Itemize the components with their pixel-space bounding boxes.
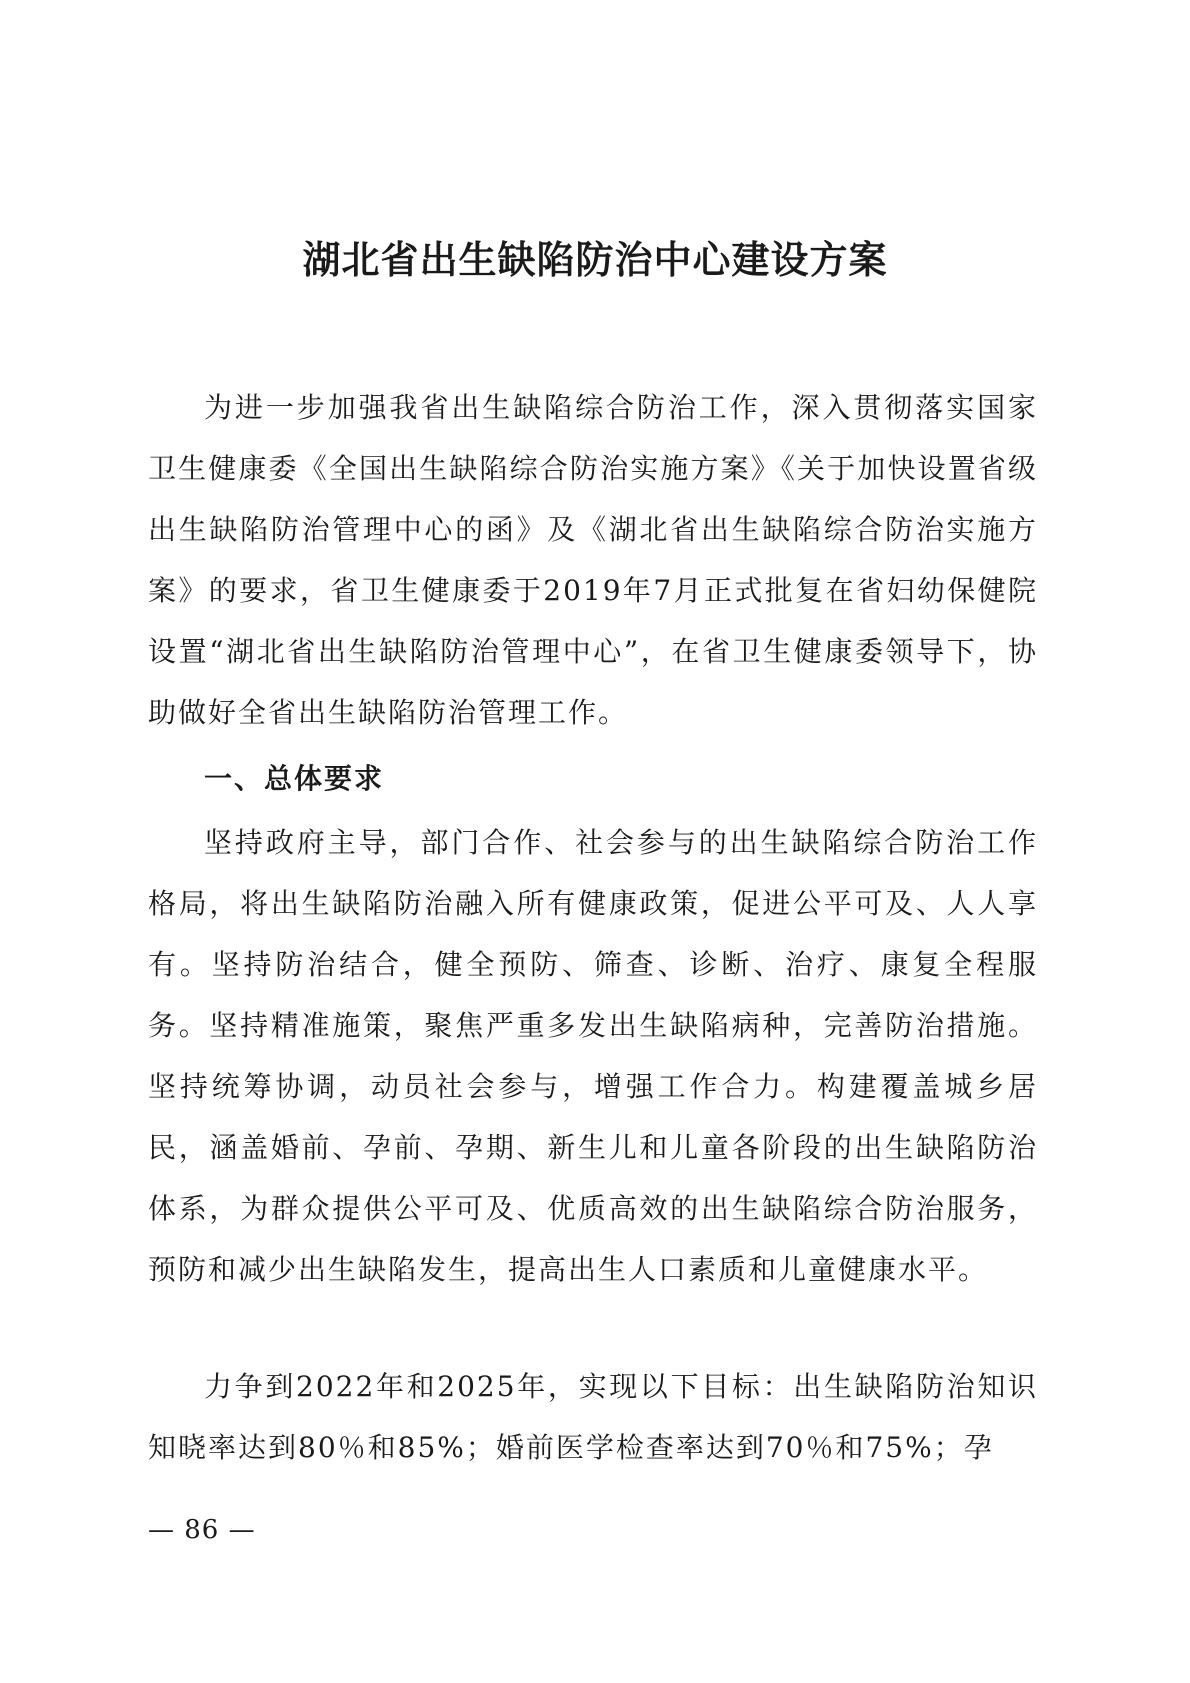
section-heading: 一、总体要求: [204, 762, 385, 795]
paragraph-targets: 力争到2022年和2025年，实现以下目标：出生缺陷防治知识知晓率达到80％和85%；婚前医学检查率达到70％和75%；孕: [148, 1370, 1038, 1464]
paragraph-intro: 为进一步加强我省出生缺陷综合防治工作，深入贯彻落实国家卫生健康委《全国出生缺陷综合防治实施方案》《关于加快设置省级出生缺陷防治管理中心的函》及《湖北省出生缺陷综合防治实施方案》的要求，省卫生健康委于2019年7月正式批复在省妇幼保健院设置“湖北省出生缺陷防治管理中心”，在省卫生健康委领导下，协助做好全省出生缺陷防治管理工作。: [148, 391, 1038, 729]
document-title: 湖北省出生缺陷防治中心建设方案: [302, 237, 888, 282]
paragraph-requirements: 坚持政府主导，部门合作、社会参与的出生缺陷综合防治工作格局，将出生缺陷防治融入所有健康政策，促进公平可及、人人享有。坚持防治结合，健全预防、筛查、诊断、治疗、康复全程服务。坚持精准施策，聚焦严重多发出生缺陷病种，完善防治措施。坚持统筹协调，动员社会参与，增强工作合力。构建覆盖城乡居民，涵盖婚前、孕前、孕期、新生儿和儿童各阶段的出生缺陷防治体系，为群众提供公平可及、优质高效的出生缺陷综合防治服务，预防和减少出生缺陷发生，提高出生人口素质和儿童健康水平。: [148, 826, 1038, 1286]
page-number: — 86 —: [148, 1515, 256, 1545]
